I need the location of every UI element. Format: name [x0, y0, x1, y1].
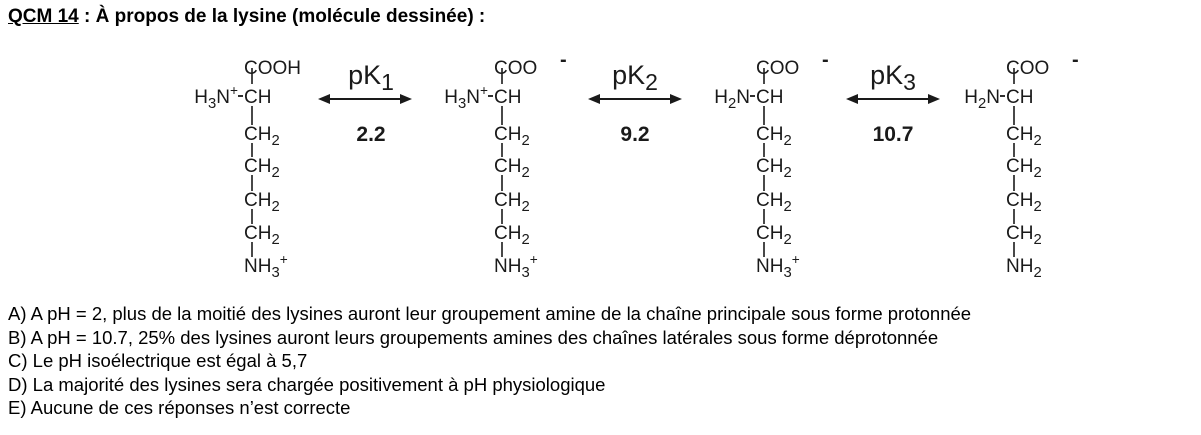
chain-carbon: $CH_2$: [1006, 190, 1042, 215]
answer-letter: B): [8, 326, 27, 348]
chain-carbon: $CH_2$: [1006, 124, 1042, 149]
answer-option-e[interactable]: [8, 396, 971, 420]
chain-carbon: $CH_2$: [1006, 223, 1042, 248]
carboxyl-group: COO: [1006, 58, 1050, 79]
arrowhead-left-icon: [846, 94, 858, 104]
arrowhead-left-icon: [588, 94, 600, 104]
question-text: À propos de la lysine (molécule dessinée) :: [95, 6, 486, 27]
pk-label: pK2: [612, 60, 658, 95]
answer-letter: D): [8, 373, 28, 395]
pk-value: 2.2: [356, 123, 386, 146]
pk-label: pK1: [348, 60, 394, 95]
chain-carbon: $CH_2$: [494, 124, 530, 149]
lysine-form-3: [714, 49, 828, 281]
pk-label: pK3: [870, 60, 916, 95]
equilibrium-3: [846, 60, 940, 146]
pk-value: 9.2: [620, 123, 650, 146]
chain-carbon: $CH_2$: [756, 190, 792, 215]
chain-carbon: $CH_2$: [244, 156, 280, 181]
arrowhead-right-icon: [400, 94, 412, 104]
chain-carbon: $CH_2$: [756, 156, 792, 181]
carboxyl-charge: -: [560, 49, 567, 71]
answer-letter: A): [8, 303, 27, 324]
side-chain-amine: $NH_2$: [1006, 256, 1042, 281]
side-chain-amine: $NH_3^+$: [244, 252, 288, 281]
answer-text: A pH = 10.7, 25% des lysines auront leurs groupements amines des chaînes latérales sous forme déprotonnée: [30, 326, 939, 348]
chain-carbon: $CH_2$: [244, 223, 280, 248]
chain-carbon: CH: [244, 87, 272, 108]
question-separator: :: [78, 6, 96, 27]
pk-value: 10.7: [872, 123, 914, 146]
chain-carbon: $CH_2$: [244, 124, 280, 149]
chain-carbon: $CH_2$: [494, 223, 530, 248]
carboxyl-group: COO: [756, 58, 800, 79]
arrowhead-right-icon: [928, 94, 940, 104]
answer-text: Le pH isoélectrique est égal à 5,7: [32, 350, 308, 371]
answer-letter: E): [8, 397, 27, 418]
chain-carbon: $CH_2$: [756, 223, 792, 248]
answer-text: A pH = 2, plus de la moitié des lysines auront leur groupement amine de la chaîne principale sous forme protonnée: [30, 303, 972, 324]
chain-carbon: CH: [494, 87, 522, 108]
question-number: QCM 14: [8, 6, 79, 27]
carboxyl-charge: -: [1072, 49, 1079, 71]
answer-option-a[interactable]: [8, 302, 971, 326]
lysine-form-4: [964, 49, 1078, 281]
chain-carbon: CH: [756, 87, 784, 108]
lysine-form-2: [444, 49, 566, 281]
answer-option-d[interactable]: [8, 373, 971, 397]
answer-list: [8, 302, 971, 420]
chain-carbon: $CH_2$: [756, 124, 792, 149]
equilibrium-1: [318, 60, 412, 146]
arrowhead-right-icon: [670, 94, 682, 104]
side-chain-amine: $NH_3^+$: [756, 252, 800, 281]
alpha-amine: $H_2N$: [714, 87, 750, 112]
chain-carbon: $CH_2$: [494, 190, 530, 215]
equilibrium-2: [588, 60, 682, 146]
chain-carbon: $CH_2$: [244, 190, 280, 215]
arrowhead-left-icon: [318, 94, 330, 104]
answer-text: Aucune de ces réponses n’est correcte: [30, 397, 351, 418]
side-chain-amine: $NH_3^+$: [494, 252, 538, 281]
chain-carbon: CH: [1006, 87, 1034, 108]
alpha-amine: $H_3N^+$: [444, 83, 488, 112]
carboxyl-group: COO: [494, 58, 538, 79]
alpha-amine: $H_3N^+$: [194, 83, 238, 112]
lysine-form-1: [194, 58, 301, 281]
chain-carbon: $CH_2$: [494, 156, 530, 181]
alpha-amine: $H_2N$: [964, 87, 1000, 112]
answer-option-b[interactable]: [8, 326, 971, 350]
answer-option-c[interactable]: [8, 349, 971, 373]
answer-letter: C): [8, 350, 28, 371]
answer-text: La majorité des lysines sera chargée positivement à pH physiologique: [32, 373, 606, 395]
carboxyl-charge: -: [822, 49, 829, 71]
chain-carbon: $CH_2$: [1006, 156, 1042, 181]
carboxyl-group: COOH: [244, 58, 302, 79]
